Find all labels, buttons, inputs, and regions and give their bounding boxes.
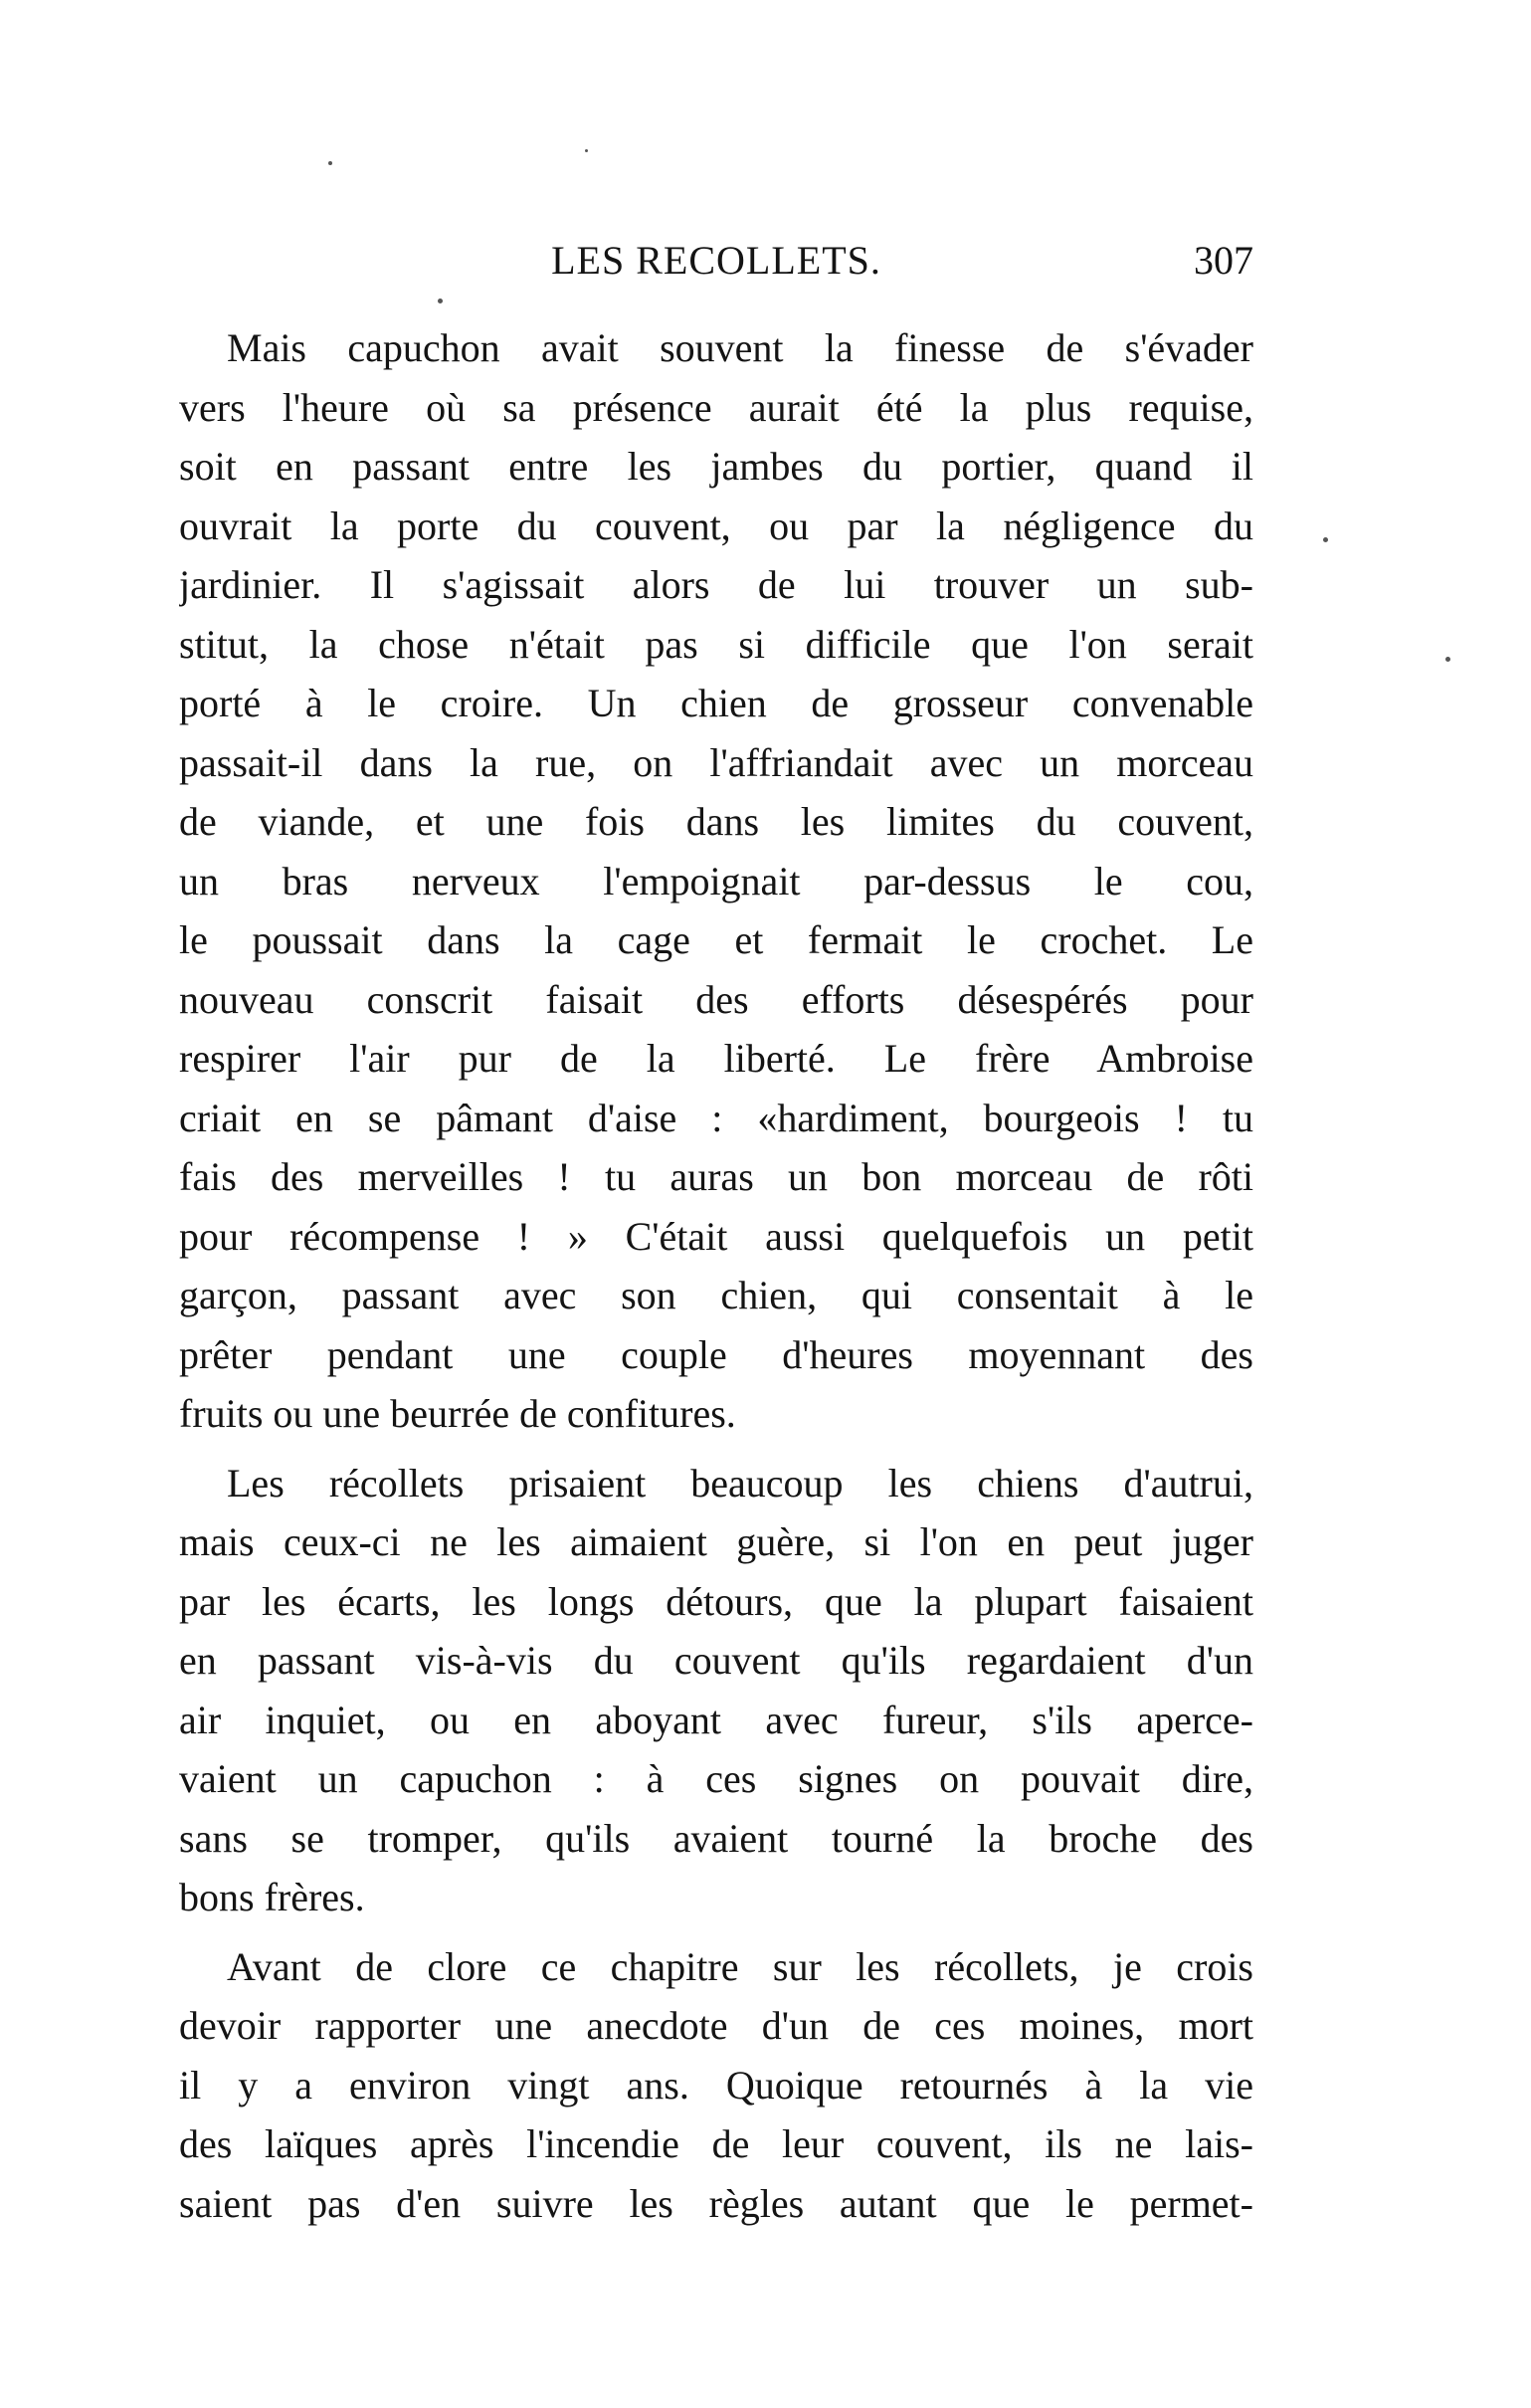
running-head	[179, 231, 1253, 291]
paragraph-3	[179, 1937, 1253, 2234]
text-line: un bras nerveux l'empoignait par-dessus le cou,	[179, 858, 1253, 903]
text-line: porté à le croire. Un chien de grosseur convenable	[179, 681, 1253, 725]
text-line: vers l'heure où sa présence aurait été la plus requise,	[179, 384, 1253, 430]
text-line: jardinier. Il s'agissait alors de lui trouver un sub-	[179, 562, 1253, 607]
text-line: fruits ou une beurrée de confitures.	[179, 1391, 736, 1436]
body-text	[179, 318, 1253, 2243]
text-line: soit en passant entre les jambes du portier, quand il	[179, 444, 1253, 489]
text-line: de viande, et une fois dans les limites du couvent,	[179, 799, 1253, 844]
ink-speck	[328, 161, 332, 165]
text-line: saient pas d'en suivre les règles autant que le permet-	[179, 2180, 1253, 2226]
text-line: vaient un capuchon : à ces signes on pouvait dire,	[179, 1756, 1253, 1801]
text-line: pour récompense ! » C'était aussi quelquefois un petit	[179, 1213, 1253, 1259]
text-line: criait en se pâmant d'aise : «hardiment, bourgeois ! tu	[179, 1095, 1253, 1140]
text-line: respirer l'air pur de la liberté. Le frère Ambroise	[179, 1036, 1253, 1081]
text-line: passait-il dans la rue, on l'affriandait avec un morceau	[179, 739, 1253, 785]
text-line: le poussait dans la cage et fermait le crochet. Le	[179, 917, 1253, 962]
paragraph-2	[179, 1454, 1253, 1927]
ink-speck	[438, 299, 443, 303]
page-number: 307	[1194, 238, 1253, 283]
running-title: LES RECOLLETS.	[551, 238, 881, 283]
text-line: en passant vis-à-vis du couvent qu'ils regardaient d'un	[179, 1638, 1253, 1683]
text-line: bons frères.	[179, 1875, 365, 1919]
text-line: prêter pendant une couple d'heures moyennant des	[179, 1331, 1253, 1377]
text-line: fais des merveilles ! tu auras un bon morceau de rôti	[179, 1154, 1253, 1199]
text-line: ouvrait la porte du couvent, ou par la négligence du	[179, 502, 1253, 548]
text-line: Les récollets prisaient beaucoup les chiens d'autrui,	[227, 1460, 1253, 1505]
text-line: nouveau conscrit faisait des efforts désespérés pour	[179, 976, 1253, 1022]
ink-speck	[1323, 537, 1328, 542]
text-line: Avant de clore ce chapitre sur les récollets, je crois	[227, 1943, 1253, 1989]
text-line: devoir rapporter une anecdote d'un de ces moines, mort	[179, 2003, 1253, 2048]
ink-speck	[585, 149, 588, 152]
text-line: stitut, la chose n'était pas si difficile que l'on serait	[179, 621, 1253, 667]
paragraph-1	[179, 318, 1253, 1444]
text-line: par les écarts, les longs détours, que la plupart faisaient	[179, 1578, 1253, 1624]
text-line: air inquiet, ou en aboyant avec fureur, s'ils aperce-	[179, 1697, 1253, 1742]
text-line: mais ceux-ci ne les aimaient guère, si l'on en peut juger	[179, 1519, 1253, 1564]
text-line: garçon, passant avec son chien, qui consentait à le	[179, 1273, 1253, 1317]
ink-speck	[1445, 657, 1450, 662]
text-line: sans se tromper, qu'ils avaient tourné la broche des	[179, 1815, 1253, 1861]
text-line: des laïques après l'incendie de leur couvent, ils ne lais-	[179, 2121, 1253, 2166]
text-line: Mais capuchon avait souvent la finesse de s'évader	[227, 325, 1253, 370]
text-line: il y a environ vingt ans. Quoique retournés à la vie	[179, 2062, 1253, 2107]
